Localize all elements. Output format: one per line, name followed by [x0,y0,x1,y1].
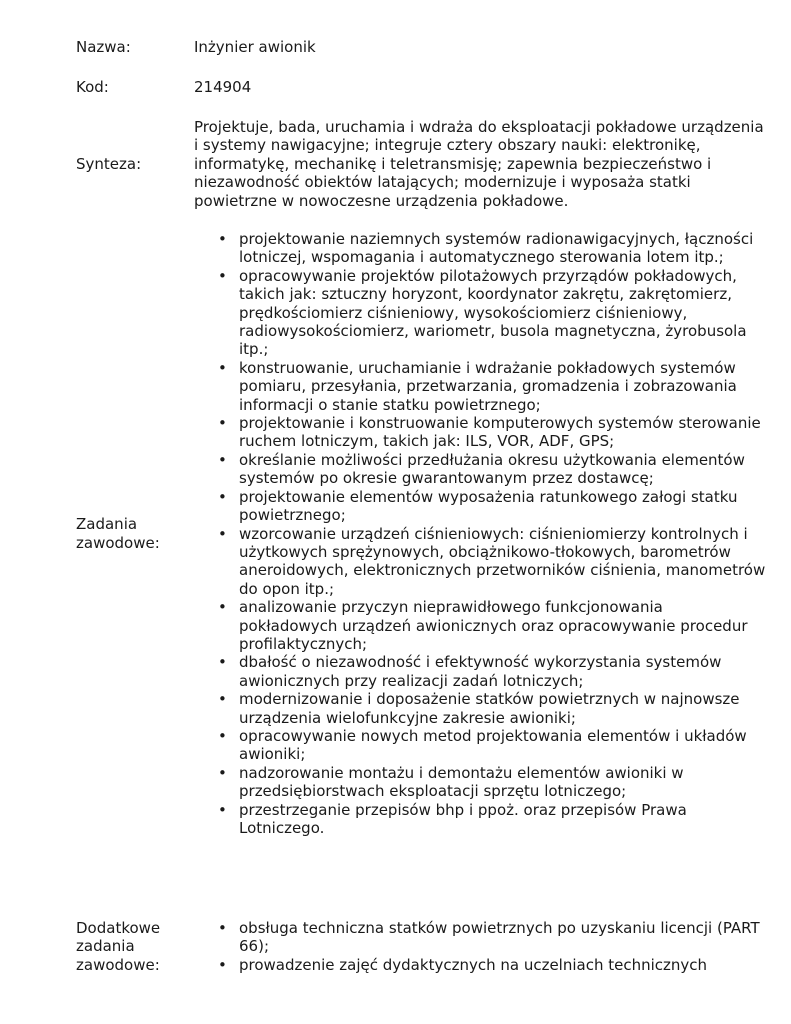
name-label: Nazwa: [76,38,131,56]
tasks-row [76,230,766,837]
synthesis-text: Projektuje, bada, uruchamia i wdraża do eksploatacji pokładowe urządzenia i systemy nawigacyjne; integruje cztery obszary nauki: elektronikę, informatykę, mechanikę i teletransmisję; zapewnia bezpieczeństwo i niezawodność obiektów latających; modernizuje i wyposaża statki powietrzne w nowoczesne urządzenia pokładowe. [194,118,764,210]
list-item: • dbałość o niezawodność i efektywność wykorzystania systemów awionicznych przy realizacji zadań lotniczych; [194,653,766,690]
list-item: • nadzorowanie montażu i demontażu elementów awioniki w przedsiębiorstwach eksploatacji sprzętu lotniczego; [194,764,766,801]
list-item: • analizowanie przyczyn nieprawidłowego funkcjonowania pokładowych urządzeń awionicznych oraz opracowywanie procedur profilaktycznych; [194,598,766,653]
list-item: • przestrzeganie przepisów bhp i ppoż. oraz przepisów Prawa Lotniczego. [194,801,766,838]
name-row [76,38,766,56]
list-item: • prowadzenie zajęć dydaktycznych na uczelniach technicznych [194,956,766,974]
list-item: • określanie możliwości przedłużania okresu użytkowania elementów systemów po okresie gwarantowanym przez dostawcę; [194,451,766,488]
list-item: • opracowywanie projektów pilotażowych przyrządów pokładowych, takich jak: sztuczny horyzont, koordynator zakrętu, zakrętomierz, prędkościomierz ciśnieniowy, wysokościomierz ciśnieniowy, radiowysokościomierz, wariometr, busola magnetyczna, żyrobusola itp.; [194,267,766,359]
code-row [76,78,766,96]
additional-tasks-label: Dodatkowe zadania zawodowe: [76,919,161,974]
synthesis-label: Synteza: [76,154,142,173]
synthesis-row [76,118,766,210]
code-label: Kod: [76,78,109,96]
list-item: • opracowywanie nowych metod projektowania elementów i układów awioniki; [194,727,766,764]
list-item: • konstruowanie, uruchamianie i wdrażanie pokładowych systemów pomiaru, przesyłania, przetwarzania, gromadzenia i zobrazowania informacji o stanie statku powietrznego; [194,359,766,414]
additional-tasks-list [194,919,766,974]
list-item: • projektowanie naziemnych systemów radionawigacyjnych, łączności lotniczej, wspomagania i automatycznego sterowania lotem itp.; [194,230,766,267]
tasks-list [194,230,766,837]
list-item: • modernizowanie i doposażenie statków powietrznych w najnowsze urządzenia wielofunkcyjne zakresie awioniki; [194,690,766,727]
additional-tasks-row [76,919,766,974]
list-item: • wzorcowanie urządzeń ciśnieniowych: ciśnieniomierzy kontrolnych i użytkowych sprężynowych, obciążnikowo-tłokowych, barometrów aneroidowych, elektronicznych przetworników ciśnienia, manometrów do opon itp.; [194,525,766,599]
list-item: • projektowanie i konstruowanie komputerowych systemów sterowanie ruchem lotniczym, takich jak: ILS, VOR, ADF, GPS; [194,414,766,451]
list-item: • obsługa techniczna statków powietrznych po uzyskaniu licencji (PART 66); [194,919,766,956]
name-value: Inżynier awionik [194,38,316,56]
code-value: 214904 [194,78,252,96]
tasks-label: Zadania zawodowe: [76,515,160,552]
list-item: • projektowanie elementów wyposażenia ratunkowego załogi statku powietrznego; [194,488,766,525]
